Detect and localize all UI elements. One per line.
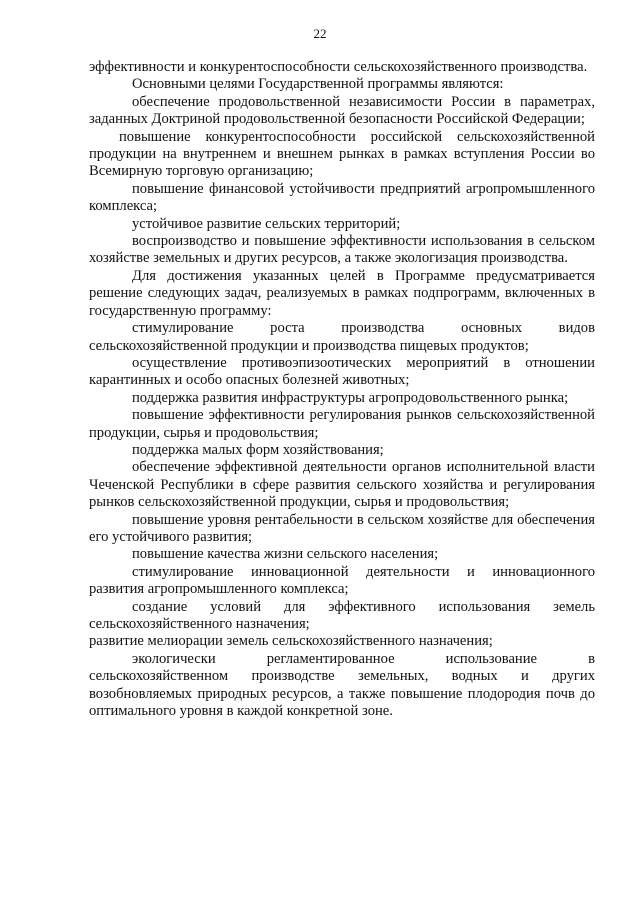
paragraph-goal-food-independence: обеспечение продовольственной независимости России в параметрах, заданных Доктриной продовольственной безопасности Российской Федерации; xyxy=(89,93,595,128)
paragraph-goal-competitiveness: повышение конкурентоспособности российской сельскохозяйственной продукции на внутреннем и внешнем рынках в рамках вступления России во Всемирную торговую организацию; xyxy=(89,128,595,180)
paragraph-task-infrastructure: поддержка развития инфраструктуры агропродовольственного рынка; xyxy=(132,389,569,406)
paragraph-task-production: стимулирование роста производства основных видов сельскохозяйственной продукции и производства пищевых продуктов; xyxy=(89,320,595,354)
paragraph-task-market-regulation: повышение эффективности регулирования рынков сельскохозяйственной продукции, сырья и продовольствия; xyxy=(89,407,595,441)
paragraph-tasks-intro: Для достижения указанных целей в Программе предусматривается решение следующих задач, реализуемых в рамках подпрограмм, включенных в государственную программу: xyxy=(89,267,595,319)
paragraph-goal-reproduction: воспроизводство и повышение эффективности использования в сельском хозяйстве земельных и других ресурсов, а также экологизация производства. xyxy=(89,233,595,267)
document-body xyxy=(89,59,595,720)
paragraph-goal-financial-stability: повышение финансовой устойчивости предприятий агропромышленного комплекса; xyxy=(89,180,595,215)
paragraph-continuation: эффективности и конкурентоспособности сельскохозяйственного производства. xyxy=(89,59,588,75)
paragraph-task-innovation: стимулирование инновационной деятельности и инновационного развития агропромышленного комплекса; xyxy=(89,563,595,598)
paragraph-task-profitability: повышение уровня рентабельности в сельском хозяйстве для обеспечения его устойчивого развития; xyxy=(89,511,595,545)
paragraph-task-small-farms: поддержка малых форм хозяйствования; xyxy=(132,441,384,458)
paragraph-goals-intro: Основными целями Государственной программы являются: xyxy=(132,76,504,93)
paragraph-task-quality-of-life: повышение качества жизни сельского населения; xyxy=(132,546,439,563)
paragraph-task-melioration: развитие мелиорации земель сельскохозяйственного назначения; xyxy=(89,633,493,650)
page-number: 22 xyxy=(313,26,327,41)
paragraph-task-land-use: создание условий для эффективного использования земель сельскохозяйственного назначения; xyxy=(89,598,595,632)
paragraph-task-epizootic: осуществление противоэпизоотических мероприятий в отношении карантинных и особо опасных болезней животных; xyxy=(89,354,595,389)
paragraph-task-executive-bodies: обеспечение эффективной деятельности органов исполнительной власти Чеченской Республики в сфере развития сельского хозяйства и регулирования рынков сельскохозяйственной продукции, сырья и продовольствия; xyxy=(89,459,595,511)
paragraph-goal-rural-development: устойчивое развитие сельских территорий; xyxy=(132,215,401,232)
paragraph-task-ecological-use: экологически регламентированное использование в сельскохозяйственном производстве земельных, водных и других возобновляемых природных ресурсов, а также повышение плодородия почв до оптимального уровня в каждой конкретной зоне. xyxy=(89,650,595,720)
